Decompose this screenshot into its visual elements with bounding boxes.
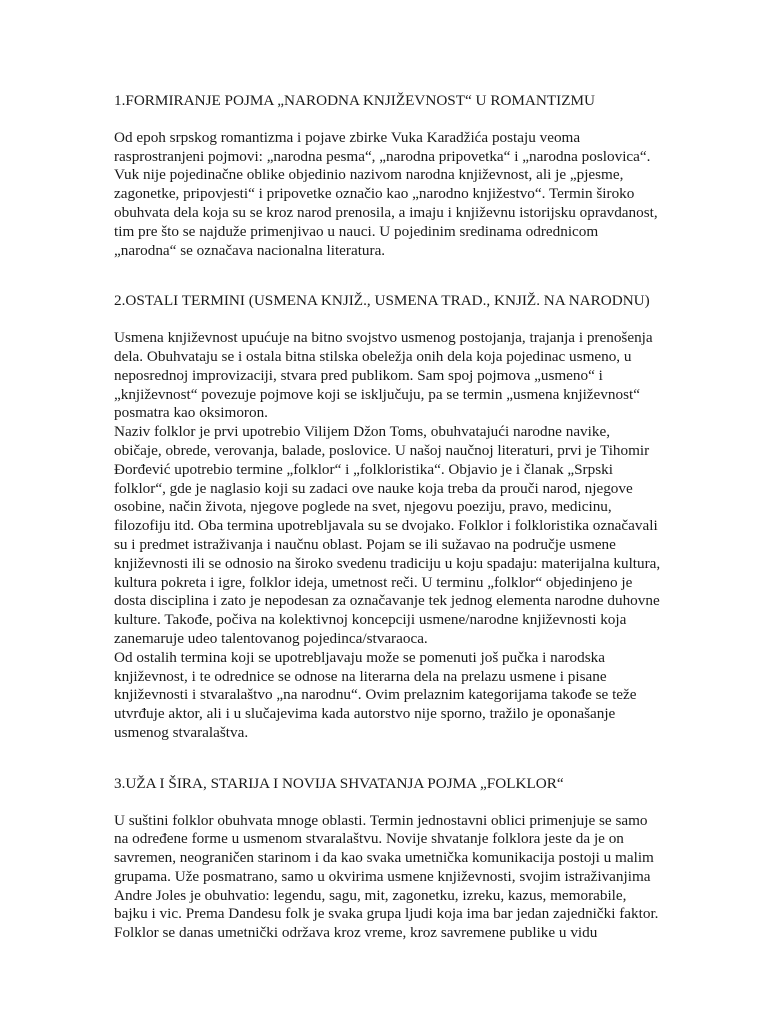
section-heading: 2.OSTALI TERMINI (USMENA KNJIŽ., USMENA TRAD., KNJIŽ. NA NARODNU) — [114, 292, 650, 310]
spacer — [114, 743, 708, 775]
spacer — [114, 311, 708, 329]
spacer — [114, 111, 708, 129]
text-line: savremen, neograničen starinom i da kao svaka umetnička komunikacija postoji u malim — [114, 849, 654, 867]
text-line: Đorđević upotrebio termine „folklor“ i „folkloristika“. Objavio je i članak „Srpski — [114, 460, 613, 478]
text-line: obuhvata dela koja su se kroz narod prenosila, a imaju i književnu istorijsku opravdanost, — [114, 203, 658, 221]
paragraph — [114, 423, 708, 649]
text-line: osobine, način života, njegove poglede na svet, njegovu poeziju, pravo, medicinu, — [114, 498, 612, 516]
text-line: U suštini folklor obuhvata mnoge oblasti. Termin jednostavni oblici primenjuje se samo — [114, 811, 648, 829]
text-line: bajku i vic. Prema Dandesu folk je svaka grupa ljudi koja ima bar jedan zajednički faktor. — [114, 905, 659, 923]
section-3 — [114, 775, 708, 943]
text-line: usmenog stvaralaštva. — [114, 723, 249, 741]
text-line: su i predmet istraživanja i naučnu oblast. Pojam se ili sužavao na područje usmene — [114, 535, 616, 553]
paragraph — [114, 812, 708, 944]
text-line: dosta disciplina i zato je nepodesan za označavanje tek jednog elementa narodne duhovne — [114, 592, 660, 610]
section-heading: 1.FORMIRANJE POJMA „NARODNA KNJIŽEVNOST“ U ROMANTIZMU — [114, 92, 595, 109]
text-line: književnosti ili se odnosio na široko svedenu tradiciju u koju spadaju: materijalna kultura, — [114, 554, 661, 572]
text-line: zagonetke, pripovjesti“ i pripovetke označio kao „narodno knjižestvo“. Termin široko — [114, 185, 635, 203]
text-line: neposrednoj improvizaciji, stvara pred publikom. Sam spoj pojmova „usmeno“ i — [114, 366, 603, 384]
text-line: zanemaruje udeo talentovanog pojedinca/stvaraoca. — [114, 629, 428, 647]
spacer — [114, 794, 708, 812]
text-line: Naziv folklor je prvi upotrebio Vilijem Džon Toms, obuhvatajući narodne navike, — [114, 423, 611, 441]
text-line: tim pre što se najduže primenjivao u nauci. U pojedinim sredinama odrednicom — [114, 222, 599, 240]
paragraph — [114, 329, 708, 423]
text-line: dela. Obuhvataju se i ostala bitna stilska obeležja onih dela koja pojedinac usmeno, u — [114, 347, 632, 365]
paragraph — [114, 129, 708, 261]
section-2 — [114, 292, 708, 774]
section-heading: 3.UŽA I ŠIRA, STARIJA I NOVIJA SHVATANJA POJMA „FOLKLOR“ — [114, 774, 564, 792]
text-line: Andre Joles je obuhvatio: legendu, sagu, mit, zagonetku, izreku, kazus, memorabile, — [114, 886, 627, 904]
text-line: Od epoh srpskog romantizma i pojave zbirke Vuka Karadžića postaju veoma — [114, 128, 581, 146]
text-line: kulture. Takođe, počiva na kolektivnoj koncepciji usmene/narodne književnosti koja — [114, 611, 627, 629]
text-line: folklor“, gde je naglasio koji su zadaci ove nauke koja treba da prouči narod, njegove — [114, 479, 633, 497]
text-line: Od ostalih termina koji se upotrebljavaju može se pomenuti još pučka i narodska — [114, 648, 605, 666]
section-1 — [114, 92, 708, 292]
text-line: književnost, i te odrednice se odnose na literarna dela na prelazu usmene i pisane — [114, 667, 607, 685]
text-line: književnosti i stvaralaštvo „na narodnu“. Ovim prelaznim kategorijama takođe se teže — [114, 686, 637, 704]
text-line: „narodna“ se označava nacionalna literatura. — [114, 241, 386, 259]
text-line: Vuk nije pojedinačne oblike objedinio nazivom narodna književnost, ali je „pjesme, — [114, 166, 624, 184]
text-line: Folklor se danas umetnički održava kroz vreme, kroz savremene publike u vidu — [114, 924, 598, 942]
text-line: rasprostranjeni pojmovi: „narodna pesma“, „narodna pripovetka“ i „narodna poslovica“. — [114, 147, 651, 165]
text-line: kultura pokreta i igre, folklor ideja, umetnost reči. U terminu „folklor“ objedinjeno je — [114, 573, 633, 591]
text-line: običaje, obrede, verovanja, balade, poslovice. U našoj naučnoj literaturi, prvi je Tihomir — [114, 441, 650, 459]
text-line: grupama. Uže posmatrano, samo u okvirima usmene književnosti, svojim istraživanjima — [114, 867, 651, 885]
text-line: utvrđuje aktor, ali i u slučajevima kada autorstvo nije sporno, tražilo je oponašanje — [114, 705, 616, 723]
text-line: Usmena književnost upućuje na bitno svojstvo usmenog postojanja, trajanja i prenošenja — [114, 329, 653, 347]
text-line: posmatra kao oksimoron. — [114, 404, 268, 422]
text-line: na određene forme u usmenom stvaralaštvu. Novije shvatanje folklora jeste da je on — [114, 830, 624, 848]
paragraph — [114, 649, 708, 743]
text-line: filozofiju itd. Oba termina upotrebljavala su se dvojako. Folklor i folkloristika označavali — [114, 517, 658, 535]
spacer — [114, 260, 708, 292]
text-line: „književnost“ povezuje pojmove koji se isključuju, pa se termin „usmena književnost“ — [114, 385, 640, 403]
